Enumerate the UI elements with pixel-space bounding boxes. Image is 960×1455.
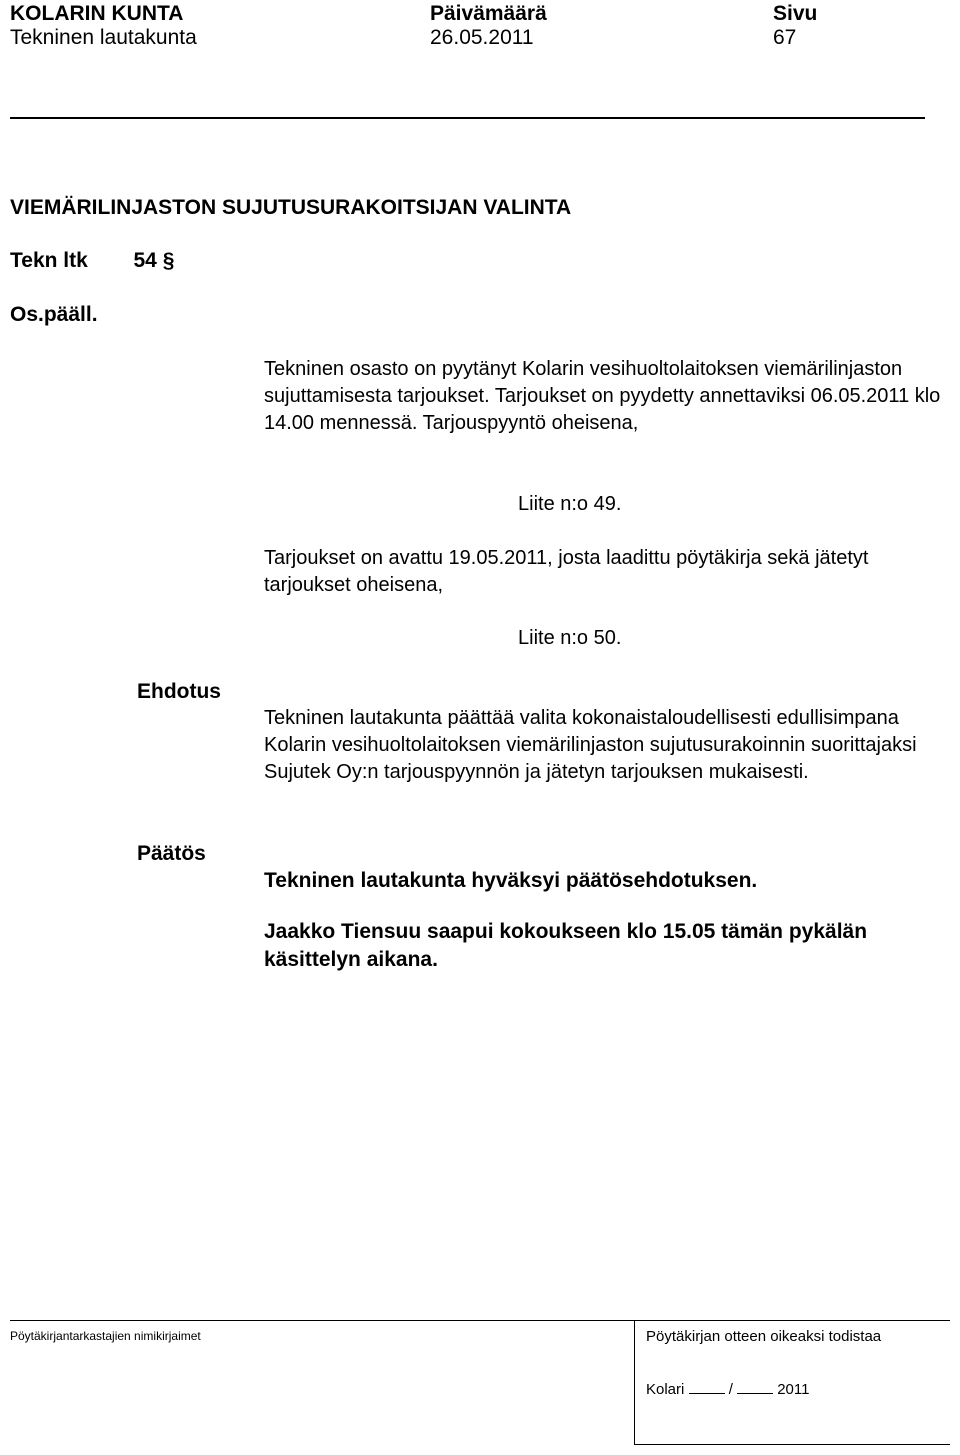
- date-value: 26.05.2011: [430, 26, 534, 49]
- section-ref: [10, 249, 174, 273]
- decision-text: Tekninen lautakunta hyväksyi päätösehdotuksen.: [264, 869, 758, 892]
- board-name: Tekninen lautakunta: [10, 26, 197, 49]
- page-label: Sivu: [773, 2, 818, 25]
- date-label: Päivämäärä: [430, 2, 547, 25]
- paragraph-opening: Tarjoukset on avattu 19.05.2011, josta laadittu pöytäkirja sekä jätetyt tarjoukset oheisena,: [264, 547, 869, 596]
- attendance-note: Jaakko Tiensuu saapui kokoukseen klo 15.05 tämän pykälän käsittelyn aikana.: [264, 920, 868, 971]
- attachment-49: Liite n:o 49.: [518, 493, 622, 515]
- decision-label: Päätös: [137, 842, 206, 865]
- section-symbol: §: [162, 249, 175, 272]
- header-divider: [10, 117, 925, 119]
- org-name: KOLARIN KUNTA: [10, 2, 184, 25]
- section-ref-label: Tekn ltk: [10, 249, 88, 272]
- year: 2011: [777, 1381, 810, 1398]
- attachment-50: Liite n:o 50.: [518, 627, 622, 649]
- proposal-label: Ehdotus: [137, 680, 221, 703]
- paragraph-request: Tekninen osasto on pyytänyt Kolarin vesihuoltolaitoksen viemärilinjaston sujuttamisesta tarjoukset. Tarjoukset on pyydetty annettaviksi 06.05.2011 klo 14.00 mennessä. Tarjouspyyntö oheisena,: [264, 358, 941, 434]
- place: Kolari: [646, 1381, 685, 1398]
- day-blank: [689, 1378, 725, 1394]
- certification-line: [646, 1378, 809, 1399]
- date-separator: /: [728, 1381, 733, 1398]
- month-blank: [737, 1378, 773, 1394]
- page-number: 67: [773, 26, 797, 49]
- preparer: Os.pääll.: [10, 303, 98, 326]
- certified-label: Pöytäkirjan otteen oikeaksi todistaa: [646, 1328, 882, 1345]
- section-ref-number: 54: [133, 249, 157, 272]
- proposal-text: Tekninen lautakunta päättää valita kokonaistaloudellisesti edullisimpana Kolarin vesihuoltolaitoksen viemärilinjaston sujutusurakoinnin suorittajaksi Sujutek Oy:n tarjouspyynnön ja jätetyn tarjouksen mukaisesti.: [264, 707, 917, 783]
- initials-label: Pöytäkirjantarkastajien nimikirjaimet: [10, 1329, 201, 1343]
- footer-divider: [10, 1320, 950, 1321]
- footer-vertical-divider: [634, 1320, 635, 1445]
- section-title: VIEMÄRILINJASTON SUJUTUSURAKOITSIJAN VALINTA: [10, 196, 572, 219]
- footer-bottom-rule: [634, 1444, 950, 1445]
